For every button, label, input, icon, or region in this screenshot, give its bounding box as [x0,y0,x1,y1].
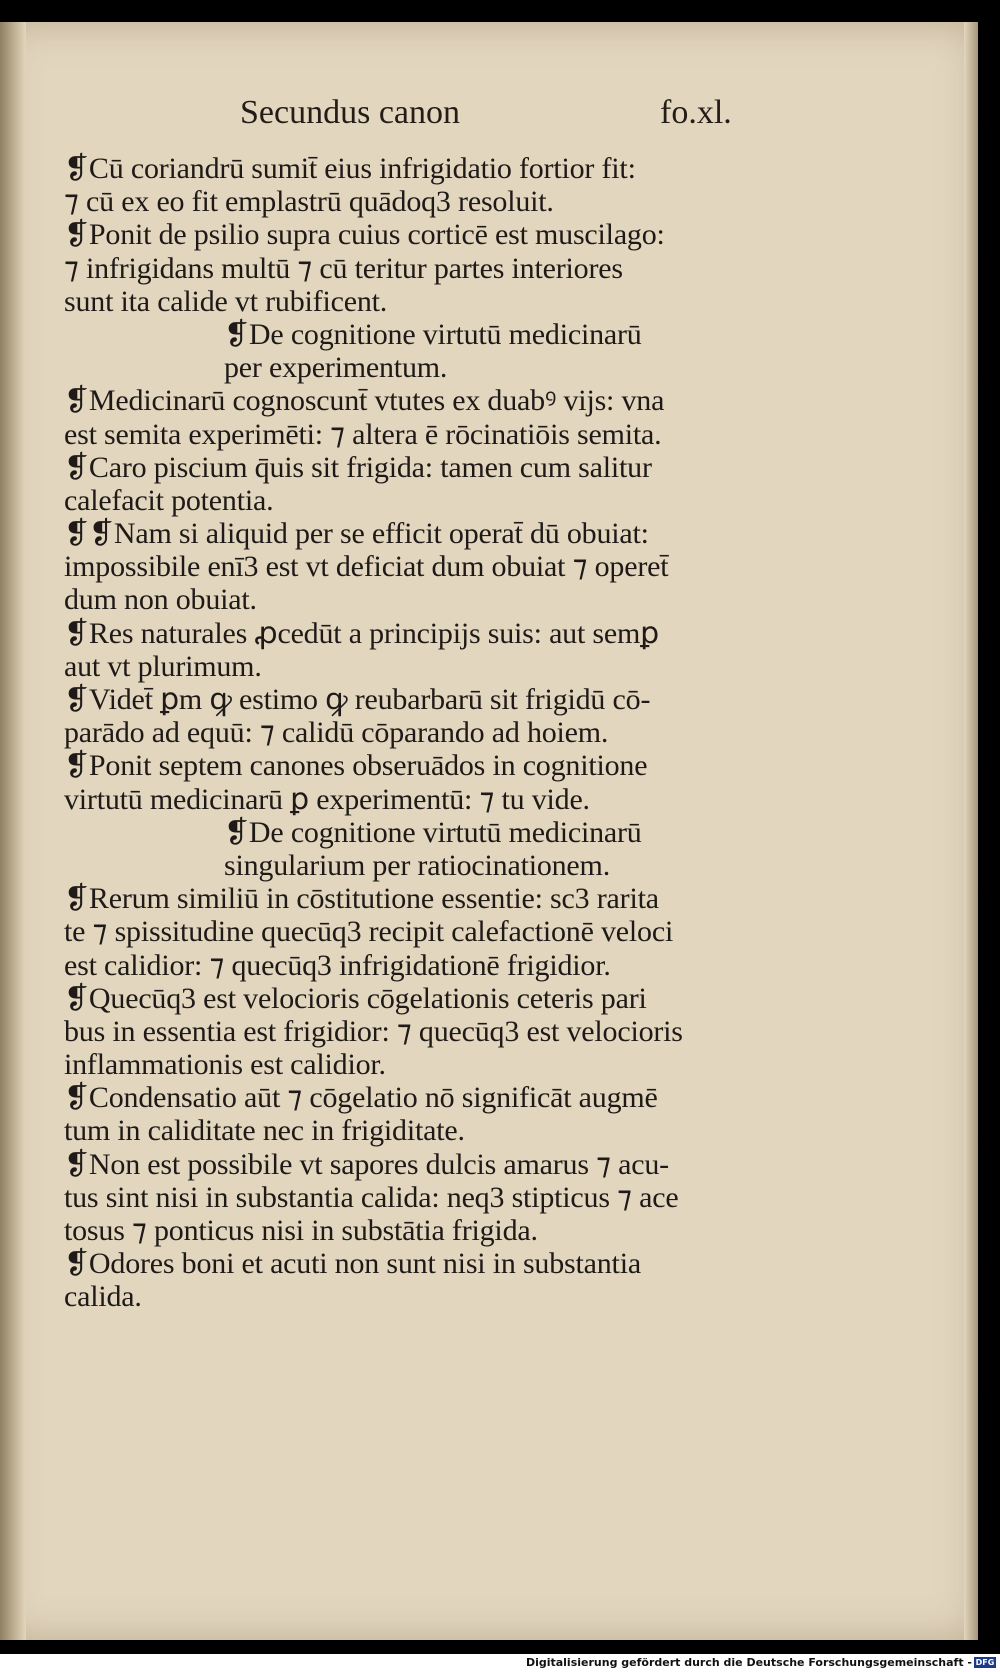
text-line: est calidior: ⁊ quecūq3 infrigidationē frigidior. [64,948,611,982]
text-line: aut vt plurimum. [64,649,262,683]
text-line: te ⁊ spissitudine quecūq3 recipit calefactionē veloci [64,915,674,949]
text-line: parādo ad equū: ⁊ calidū cōparando ad hoiem. [64,716,609,750]
text-line: ❡Cū coriandrū sumit̄ eius infrigidatio fortior fit: [64,152,636,185]
text-line: ❡Condensatio aūt ⁊ cōgelatio nō significāt augmē [64,1081,658,1115]
text-line: impossibile enī3 est vt deficiat dum obuiat ⁊ operet̄ [64,550,669,584]
text-line: inflammationis est calidior. [64,1048,386,1082]
section-heading-line: ❡De cognitione virtutū medicinarū [224,815,642,849]
text-line: ⁊ infrigidans multū ⁊ cū teritur partes interiores [64,251,623,285]
book-page [0,22,978,1640]
dfg-logo: DFG [975,1658,995,1667]
page-edge [964,22,978,1640]
text-line: ❡Ponit septem canones obseruādos in cognitione [64,749,648,783]
running-title: Secundus canon [240,94,461,131]
text-line: ❡Non est possibile vt sapores dulcis amarus ⁊ acu- [64,1147,669,1181]
text-line: virtutū medicinarū ꝑ experimentū: ⁊ tu vide. [64,782,590,816]
text-line: calefacit potentia. [64,483,274,517]
digitization-credit: Digitalisierung gefördert durch die Deutsche Forschungsgemeinschaft - [525,1656,972,1669]
text-line: ❡Ponit de psilio supra cuius corticē est muscilago: [64,218,665,252]
section-heading-line: ❡De cognitione virtutū medicinarū [224,317,642,351]
text-line: ❡Res naturales ꝓcedūt a principijs suis: aut semꝑ [64,616,659,650]
page-gutter [0,22,26,1640]
text-line: tosus ⁊ ponticus nisi in substātia frigida. [64,1214,538,1247]
section-heading-line: per experimentum. [224,351,448,385]
text-line: ⁊ cū ex eo fit emplastrū quādoq3 resoluit. [64,185,554,219]
text-line: ❡❡Nam si aliquid per se efficit operat̄ dū obuiat: [64,517,649,551]
text-line: bus in essentia est frigidior: ⁊ quecūq3 est velocioris [64,1014,683,1048]
folio-number: fo.xl. [660,94,732,131]
text-line: ❡Rerum similiū in cōstitutione essentie: sc3 rarita [64,882,659,916]
text-line: tum in caliditate nec in frigiditate. [64,1114,465,1148]
text-line: sunt ita calide vt rubificent. [64,284,388,318]
text-line: ❡Odores boni et acuti non sunt nisi in substantia [64,1247,641,1281]
text-line: est semita experimēti: ⁊ altera ē rōcinatiōis semita. [64,417,662,451]
text-line: ❡Medicinarū cognoscunt̄ vtutes ex duabꝰ vijs: vna [64,384,665,418]
text-line: ❡Quecūq3 est velocioris cōgelationis ceteris pari [64,981,647,1015]
text-line: dum non obuiat. [64,583,257,617]
text-line: calida. [64,1280,142,1314]
text-block [64,152,844,1314]
text-line: tus sint nisi in substantia calida: neq3 stipticus ⁊ ace [64,1180,679,1214]
text-line: ❡Videt̄ ꝑm ꝙ estimo ꝙ reubarbarū sit frigidū cō- [64,683,651,716]
section-heading-line: singularium per ratiocinationem. [224,848,610,882]
text-line: ❡Caro piscium q̄uis sit frigida: tamen cum salitur [64,450,652,484]
